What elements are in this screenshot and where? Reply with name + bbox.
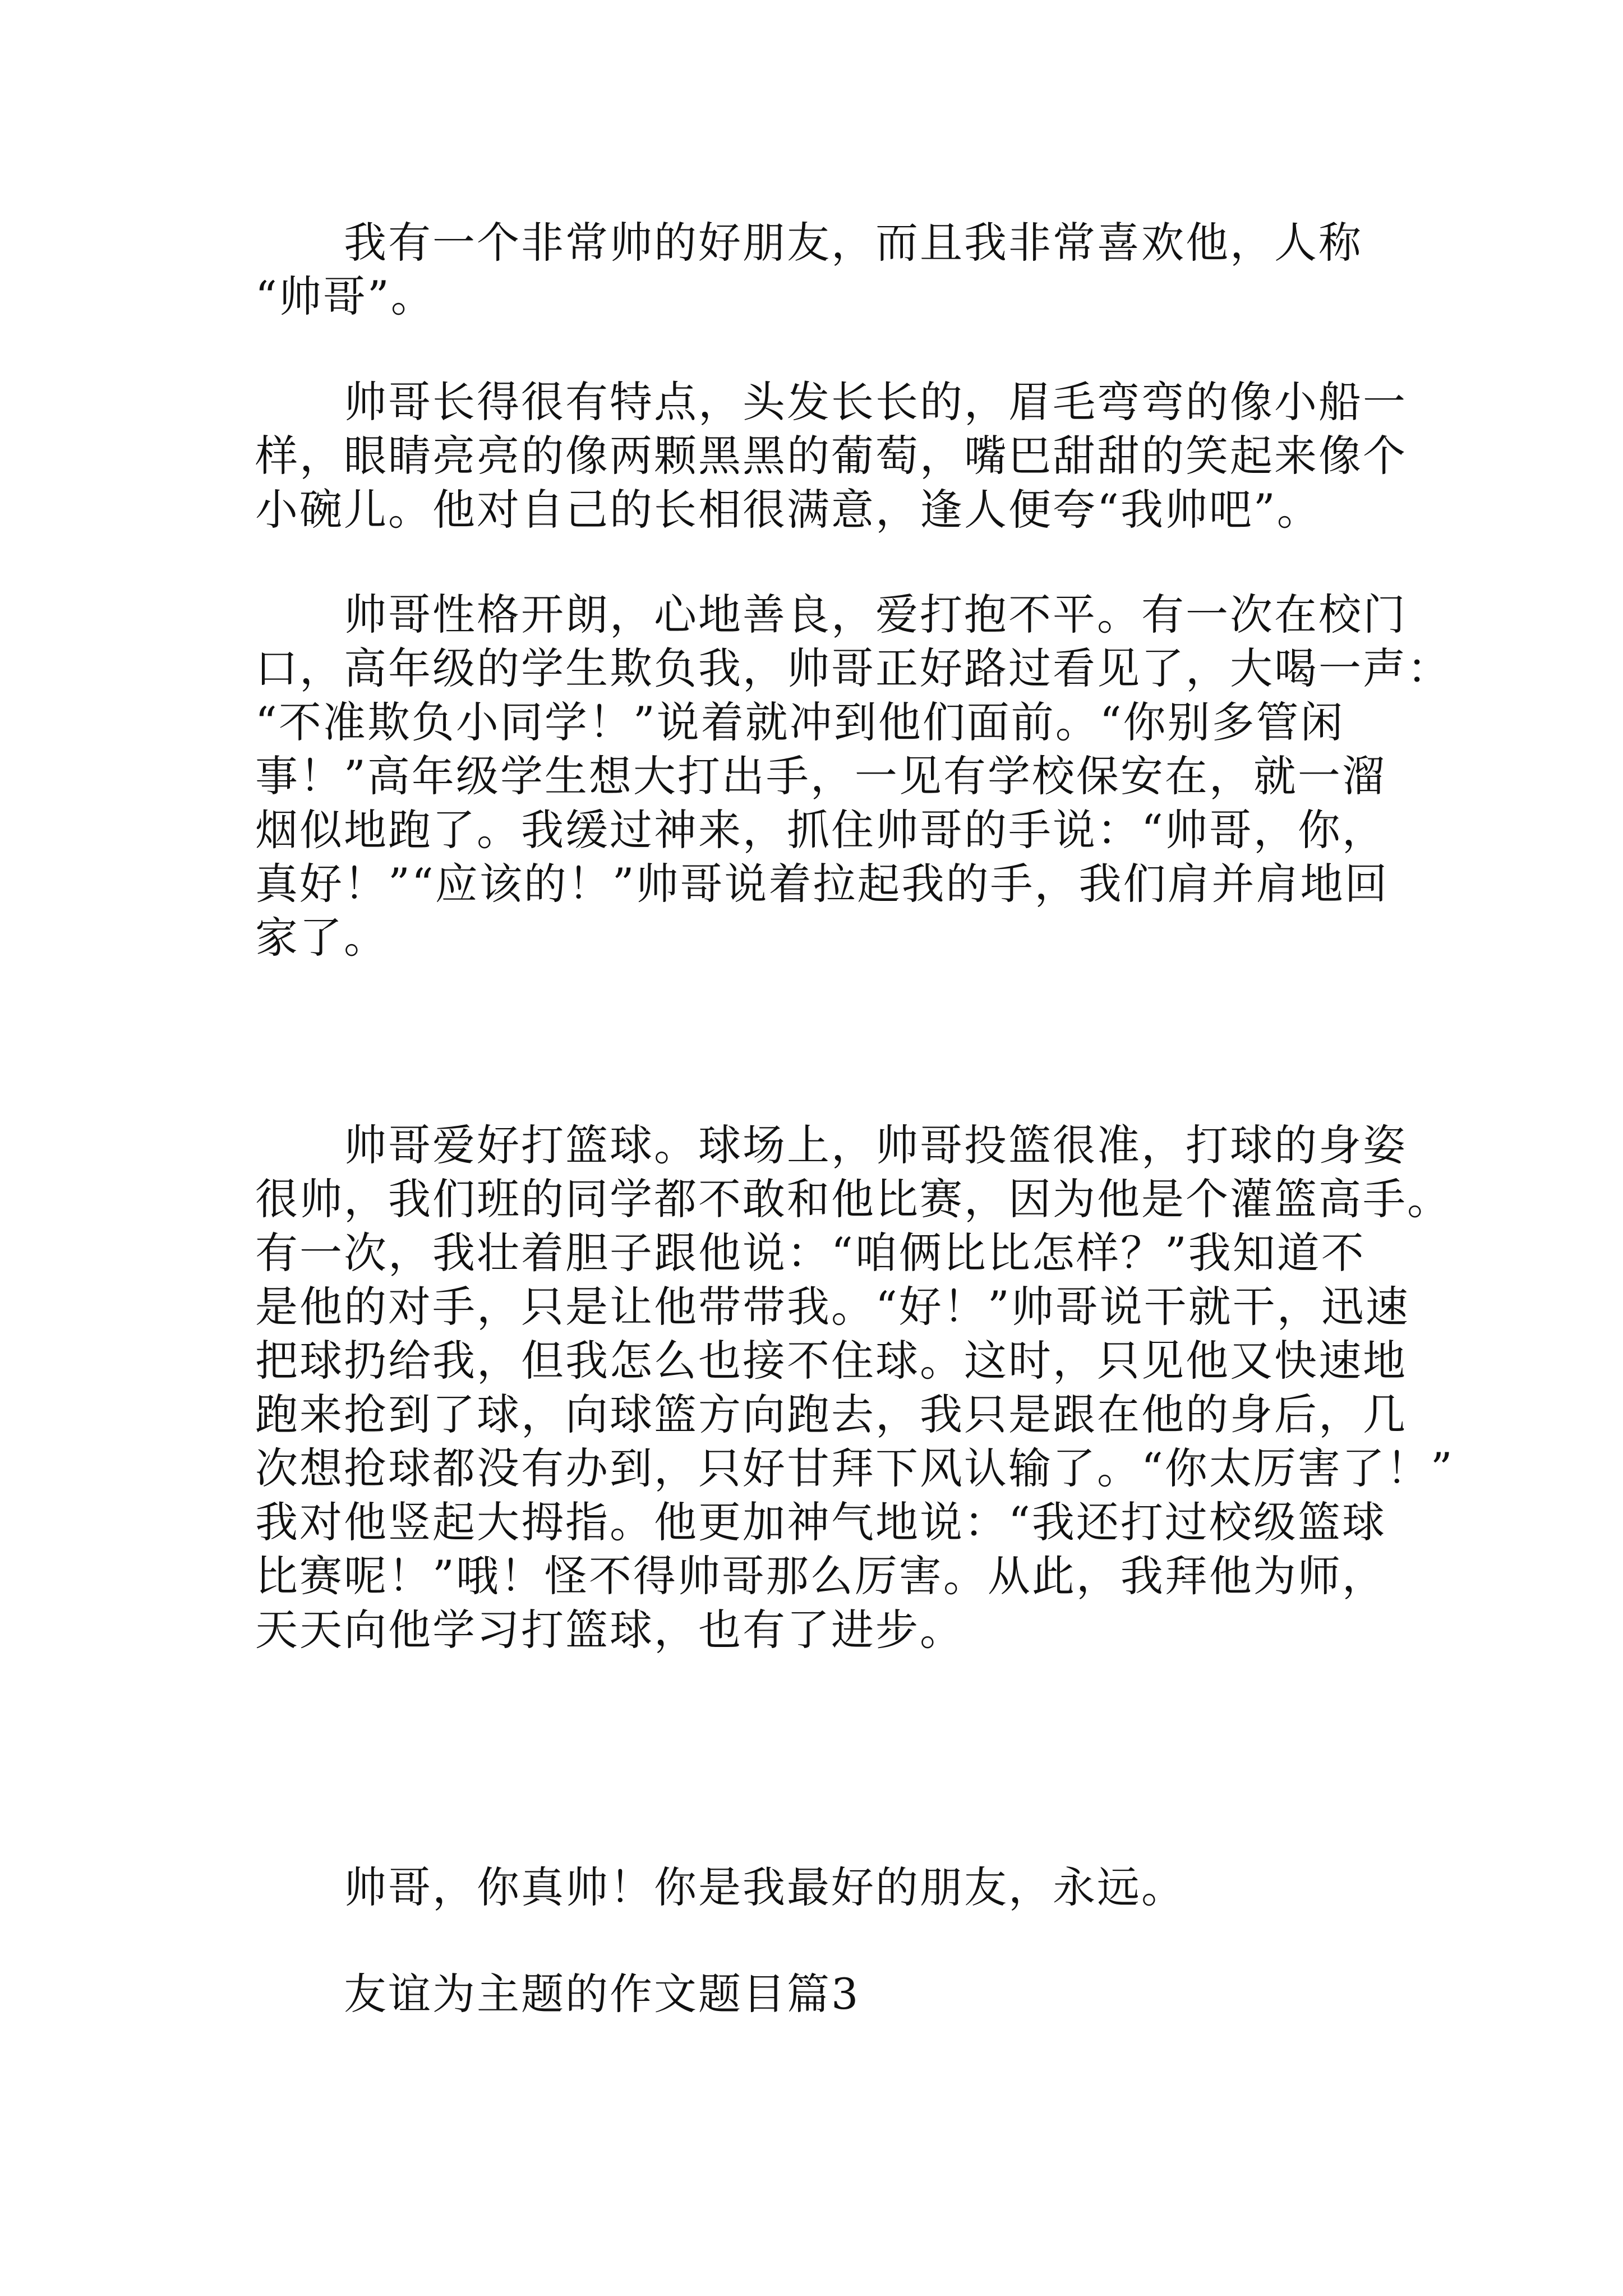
text-line: 比赛呢！”哦！怪不得帅哥那么厉害。从此，我拜他为师，: [255, 1551, 1386, 1601]
paragraph-intro: [255, 216, 1400, 324]
text-line: 很帅，我们班的同学都不敢和他比赛，因为他是个灌篮高手。: [255, 1174, 1451, 1224]
text-line: 我对他竖起大拇指。他更加神气地说：“我还打过校级篮球: [255, 1497, 1386, 1547]
text-line: 真好！”“应该的！”帅哥说着拉起我的手，我们肩并肩地回: [255, 859, 1389, 909]
text-line: “不准欺负小同学！”说着就冲到他们面前。“你别多管闲: [255, 697, 1345, 747]
text-line: “帅哥”。: [255, 272, 435, 321]
text-line: 是他的对手，只是让他带带我。“好！”帅哥说干就干，迅速: [255, 1282, 1410, 1332]
text-line: 帅哥，你真帅！你是我最好的朋友，永远。: [255, 1862, 1186, 1912]
paragraph-appearance: [255, 375, 1407, 537]
text-line: 我有一个非常帅的好朋友，而且我非常喜欢他，人称: [255, 218, 1363, 268]
paragraph-basketball: [255, 1119, 1454, 1657]
text-line: 烟似地跑了。我缓过神来，抓住帅哥的手说：“帅哥，你，: [255, 805, 1386, 855]
text-line: 口，高年级的学生欺负我，帅哥正好路过看见了，大喝一声：: [255, 643, 1451, 693]
section-heading: [255, 1967, 1400, 2021]
text-line: 次想抢球都没有办到，只好甘拜下风认输了。“你太厉害了！”: [255, 1443, 1454, 1493]
text-line: 把球扔给我，但我怎么也接不住球。这时，只见他又快速地: [255, 1336, 1407, 1386]
text-line: 友谊为主题的作文题目篇3: [255, 1969, 860, 2019]
paragraph-conclusion: [255, 1861, 1400, 1915]
text-line: 样，眼睛亮亮的像两颗黑黑的葡萄，嘴巴甜甜的笑起来像个: [255, 431, 1407, 481]
text-line: 事！”高年级学生想大打出手，一见有学校保安在，就一溜: [255, 751, 1386, 801]
text-line: 跑来抢到了球，向球篮方向跑去，我只是跟在他的身后，几: [255, 1389, 1407, 1439]
text-line: 有一次，我壮着胆子跟他说：“咱俩比比怎样？”我知道不: [255, 1228, 1366, 1278]
text-line: 帅哥爱好打篮球。球场上，帅哥投篮很准，打球的身姿: [255, 1120, 1407, 1170]
text-line: 帅哥长得很有特点，头发长长的，眉毛弯弯的像小船一: [255, 377, 1407, 427]
text-line: 天天向他学习打篮球，也有了进步。: [255, 1605, 964, 1655]
text-line: 帅哥性格开朗，心地善良，爱打抱不平。有一次在校门: [255, 590, 1407, 639]
paragraph-personality: [255, 588, 1451, 965]
text-line: 家了。: [255, 913, 388, 963]
text-line: 小碗儿。他对自己的长相很满意，逢人便夸“我帅吧”。: [255, 485, 1321, 535]
